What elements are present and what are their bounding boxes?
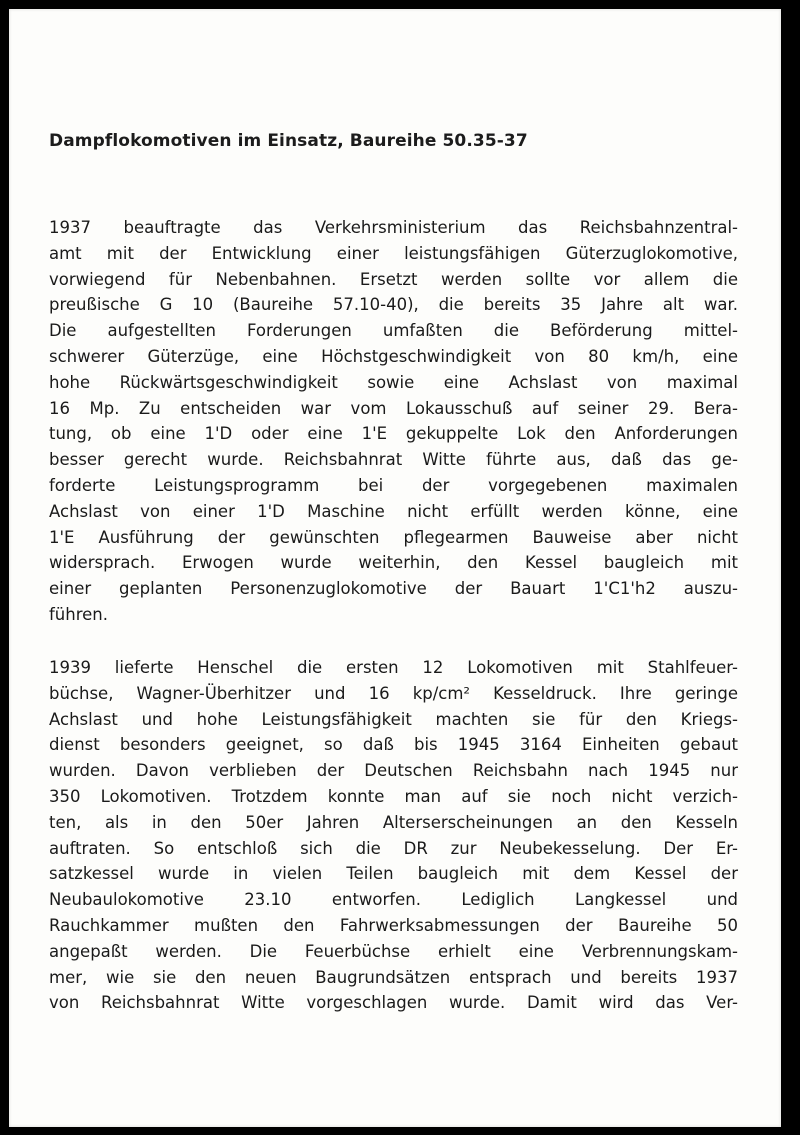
text-line: besser gerecht wurde. Reichsbahnrat Witte führte aus, daß das ge-	[49, 450, 738, 470]
text-line: angepaßt werden. Die Feuerbüchse erhielt eine Verbrennungskam-	[49, 941, 738, 961]
text-line: Die aufgestellten Forderungen umfaßten die Beförderung mittel-	[49, 321, 738, 341]
text-line: amt mit der Entwicklung einer leistungsfähigen Güterzuglokomotive,	[49, 243, 738, 263]
text-line: tung, ob eine 1'D oder eine 1'E gekuppelte Lok den Anforderungen	[49, 424, 738, 444]
text-line: 1939 lieferte Henschel die ersten 12 Lokomotiven mit Stahlfeuer-	[49, 658, 738, 677]
text-line: Neubaulokomotive 23.10 entworfen. Lediglich Langkessel und	[49, 890, 738, 910]
text-line: 1'E Ausführung der gewünschten pflegearmen Bauweise aber nicht	[49, 527, 738, 547]
text-line: mer, wie sie den neuen Baugrundsätzen entsprach und bereits 1937	[49, 967, 738, 987]
text-line: preußische G 10 (Baureihe 57.10-40), die bereits 35 Jahre alt war.	[49, 295, 738, 315]
text-line: 16 Mp. Zu entscheiden war vom Lokausschuß auf seiner 29. Bera-	[49, 398, 738, 418]
text-line: von Reichsbahnrat Witte vorgeschlagen wurde. Damit wird das Ver-	[49, 993, 738, 1013]
text-line: Achslast und hohe Leistungsfähigkeit machten sie für den Kriegs-	[49, 709, 738, 729]
text-line: satzkessel wurde in vielen Teilen baugleich mit dem Kessel der	[49, 864, 738, 884]
paragraph-2	[49, 655, 738, 1016]
text-line: wurden. Davon verblieben der Deutschen Reichsbahn nach 1945 nur	[49, 761, 738, 781]
text-line: ten, als in den 50er Jahren Alterserscheinungen an den Kesseln	[49, 812, 738, 832]
text-line: 1937 beauftragte das Verkehrsministerium das Reichsbahnzentral-	[49, 218, 738, 237]
text-line: auftraten. So entschloß sich die DR zur Neubekesselung. Der Er-	[49, 838, 738, 858]
text-line: Achslast von einer 1'D Maschine nicht erfüllt werden könne, eine	[49, 501, 738, 521]
text-line: forderte Leistungsprogramm bei der vorgegebenen maximalen	[49, 475, 738, 495]
text-line: führen.	[49, 604, 108, 624]
text-line: vorwiegend für Nebenbahnen. Ersetzt werden sollte vor allem die	[49, 269, 738, 289]
text-line: einer geplanten Personenzuglokomotive der Bauart 1'C1'h2 auszu-	[49, 579, 738, 599]
paragraph-1	[49, 215, 738, 628]
document-page	[9, 9, 781, 1127]
text-line: widersprach. Erwogen wurde weiterhin, den Kessel baugleich mit	[49, 553, 738, 573]
text-line: büchse, Wagner-Überhitzer und 16 kp/cm² Kesseldruck. Ihre geringe	[49, 683, 738, 703]
text-line: Rauchkammer mußten den Fahrwerksabmessungen der Baureihe 50	[49, 915, 738, 935]
text-line: dienst besonders geeignet, so daß bis 1945 3164 Einheiten gebaut	[49, 735, 738, 755]
text-line: schwerer Güterzüge, eine Höchstgeschwindigkeit von 80 km/h, eine	[49, 346, 738, 366]
text-line: 350 Lokomotiven. Trotzdem konnte man auf sie noch nicht verzich-	[49, 786, 738, 806]
document-title: Dampflokomotiven im Einsatz, Baureihe 50.35-37	[49, 131, 528, 151]
text-line: hohe Rückwärtsgeschwindigkeit sowie eine Achslast von maximal	[49, 372, 738, 392]
